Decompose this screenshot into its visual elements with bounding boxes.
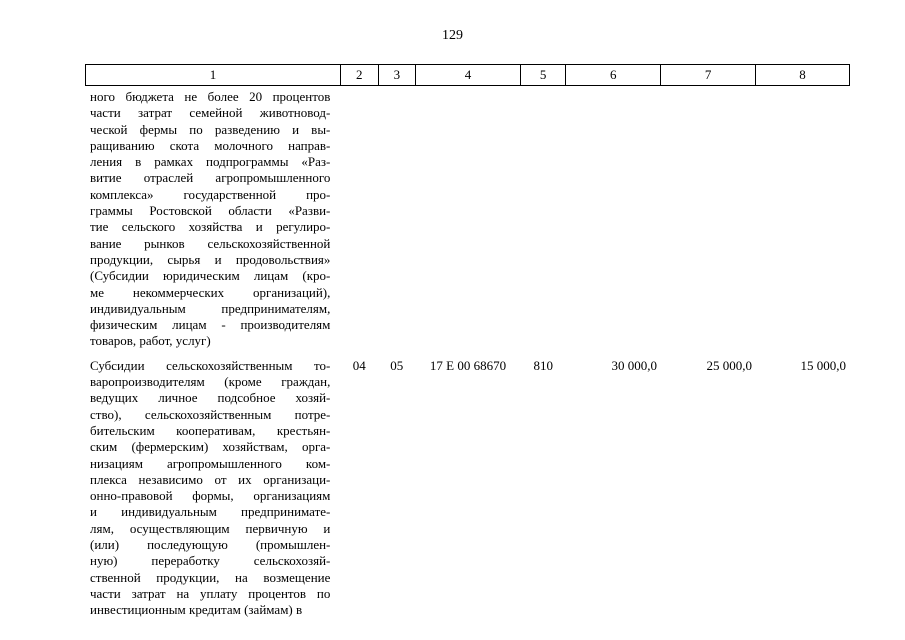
table-row (85, 358, 850, 619)
description-line: ращиванию скота молочного направ- (90, 137, 331, 153)
description-line: ство), сельскохозяйственным потре- (90, 406, 331, 422)
column-header-5: 5 (521, 65, 566, 85)
description-line: граммы Ростовской области «Разви- (90, 203, 331, 219)
description-line: ления в рамках подпрограммы «Раз- (90, 154, 331, 170)
description-line: онно-правовой формы, организациям (90, 488, 331, 504)
cell-amount-2: 25 000,0 (706, 357, 752, 373)
table-row (85, 89, 850, 350)
cell-amount-1: 30 000,0 (611, 357, 657, 373)
description-line: ме некоммерческих организаций), (90, 284, 331, 300)
description-line: физическим лицам - производителям (90, 317, 331, 333)
budget-table (85, 64, 850, 619)
column-header-8: 8 (756, 65, 850, 85)
table-header-row (85, 64, 850, 86)
column-header-6: 6 (566, 65, 661, 85)
row-description (85, 358, 340, 619)
cell-target-article: 17 Е 00 68670 (429, 357, 507, 373)
description-line: индивидуальным предпринимателям, (90, 300, 331, 316)
description-line: лям, осуществляющим первичную и (90, 520, 331, 536)
column-header-7: 7 (661, 65, 756, 85)
row-description (85, 89, 340, 350)
description-line: витие отраслей агропромышленного (90, 170, 331, 186)
description-line: ственной продукции, на возмещение (90, 569, 331, 585)
description-line: ведущих личное подсобное хозяй- (90, 390, 331, 406)
description-line: ного бюджета не более 20 процентов (90, 89, 331, 104)
description-line: вание рынков сельскохозяйственной (90, 235, 331, 251)
description-line: и индивидуальным предпринимате- (90, 504, 331, 520)
cell-expense-type: 810 (533, 357, 553, 373)
description-line: ским (фермерским) хозяйствам, орга- (90, 439, 331, 455)
page-number: 129 (442, 28, 463, 43)
cell-subsection: 05 (390, 357, 404, 373)
column-header-2: 2 (341, 65, 379, 85)
description-line: инвестиционным кредитам (займам) в (90, 602, 303, 618)
description-line: тие сельского хозяйства и регулиро- (90, 219, 331, 235)
description-line: низациям агропромышленного ком- (90, 455, 331, 471)
description-line: товаров, работ, услуг) (90, 333, 211, 349)
description-line: плекса независимо от их организаци- (90, 471, 331, 487)
description-line: варопроизводителям (кроме граждан, (90, 374, 331, 390)
description-line: ную) переработку сельскохозяй- (90, 553, 331, 569)
description-line: продукции, сырья и продовольствия» (90, 251, 331, 267)
column-header-3: 3 (379, 65, 417, 85)
description-line: комплекса» государственной про- (90, 186, 331, 202)
description-line: ческой фермы по разведению и вы- (90, 121, 331, 137)
column-header-1: 1 (86, 65, 341, 85)
description-line: бительским кооперативам, крестьян- (90, 422, 331, 438)
description-line: (Субсидии юридическим лицам (кро- (90, 268, 331, 284)
description-line: (или) последующую (промышлен- (90, 537, 331, 553)
cell-section: 04 (352, 357, 366, 373)
description-line: части затрат на уплату процентов по (90, 585, 331, 601)
column-header-4: 4 (416, 65, 521, 85)
description-line: Субсидии сельскохозяйственным то- (90, 357, 331, 373)
description-line: части затрат семейной животновод- (90, 105, 331, 121)
cell-amount-3: 15 000,0 (800, 357, 846, 373)
